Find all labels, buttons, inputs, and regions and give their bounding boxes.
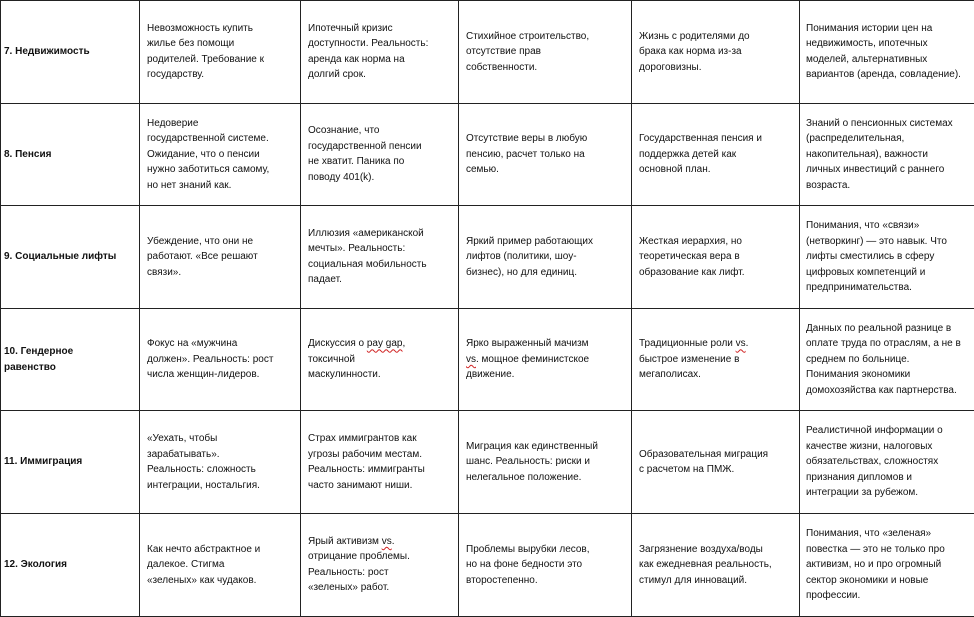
table-cell <box>301 308 459 411</box>
table-cell: Знаний о пенсионных системах (распределительная, накопительная), важности личных инвестиций с раннего возраста. <box>800 103 974 206</box>
text-fragment: Ярый активизм <box>308 536 382 547</box>
row-topic-pension: 8. Пенсия <box>1 103 140 206</box>
spelling-error-mark: vs <box>382 536 392 547</box>
text-fragment: Традиционные роли <box>639 338 736 349</box>
table-cell: Данных по реальной разнице в оплате труда по отраслям, а не в среднем по больнице. Понимания экономики домохозяйства как партнерства. <box>800 308 974 411</box>
table-cell: Понимания, что «зеленая» повестка — это не только про активизм, но и про огромный сектор экономики и новые профессии. <box>800 513 974 616</box>
table-cell: Загрязнение воздуха/воды как ежедневная реальность, стимул для инноваций. <box>632 513 800 616</box>
table-row <box>1 411 974 514</box>
table-cell: Проблемы вырубки лесов, но на фоне бедности это второстепенно. <box>459 513 632 616</box>
table-cell: Недоверие государственной системе. Ожидание, что о пенсии нужно заботиться самому, но нет знаний как. <box>140 103 301 206</box>
table-row <box>1 103 974 206</box>
row-topic-immigration: 11. Иммиграция <box>1 411 140 514</box>
table-row <box>1 206 974 309</box>
row-topic-ecology: 12. Экология <box>1 513 140 616</box>
table-cell: Убеждение, что они не работают. «Все решают связи». <box>140 206 301 309</box>
table-cell: Стихийное строительство, отсутствие прав собственности. <box>459 1 632 104</box>
spelling-error-mark: vs <box>736 338 746 349</box>
table-cell: Отсутствие веры в любую пенсию, расчет только на семью. <box>459 103 632 206</box>
table-cell: Яркий пример работающих лифтов (политики, шоу- бизнес), но для единиц. <box>459 206 632 309</box>
table-cell <box>632 308 800 411</box>
spelling-error-mark: pay gap <box>367 338 403 349</box>
table-cell: Фокус на «мужчина должен». Реальность: рост числа женщин-лидеров. <box>140 308 301 411</box>
table-cell: Жесткая иерархия, но теоретическая вера в образование как лифт. <box>632 206 800 309</box>
table-cell: Как нечто абстрактное и далекое. Стигма «зеленых» как чудаков. <box>140 513 301 616</box>
table-cell: Осознание, что государственной пенсии не хватит. Паника по поводу 401(k). <box>301 103 459 206</box>
table-cell: Ипотечный кризис доступности. Реальность: аренда как норма на долгий срок. <box>301 1 459 104</box>
table-cell: Невозможность купить жилье без помощи родителей. Требование к государству. <box>140 1 301 104</box>
table-cell: Государственная пенсия и поддержка детей как основной план. <box>632 103 800 206</box>
row-topic-social-lifts: 9. Социальные лифты <box>1 206 140 309</box>
table-cell: Страх иммигрантов как угрозы рабочим местам. Реальность: иммигранты часто занимают ниши. <box>301 411 459 514</box>
table-cell: Реалистичной информации о качестве жизни, налоговых обязательствах, сложностях признания дипломов и интеграции за рубежом. <box>800 411 974 514</box>
table-cell <box>459 308 632 411</box>
text-fragment: . мощное феминистское движение. <box>466 354 589 381</box>
text-fragment: Дискуссия о <box>308 338 367 349</box>
table-cell: Миграция как единственный шанс. Реальность: риски и нелегальное положение. <box>459 411 632 514</box>
table-row <box>1 308 974 411</box>
table-row <box>1 513 974 616</box>
row-topic-gender-equality: 10. Гендерное равенство <box>1 308 140 411</box>
text-fragment: . быстрое изменение в мегаполисах. <box>639 338 748 380</box>
table-cell: Жизнь с родителями до брака как норма из-за дороговизны. <box>632 1 800 104</box>
table-cell: «Уехать, чтобы зарабатывать». Реальность: сложность интеграции, ностальгия. <box>140 411 301 514</box>
table-row <box>1 1 974 104</box>
table-cell: Понимания, что «связи» (нетворкинг) — это навык. Что лифты сместились в сферу цифровых компетенций и предпринимательства. <box>800 206 974 309</box>
spelling-error-mark: vs <box>466 354 476 365</box>
table-cell: Понимания истории цен на недвижимость, ипотечных моделей, альтернативных вариантов (аренда, совладение). <box>800 1 974 104</box>
text-fragment: , токсичной маскулинности. <box>308 338 405 380</box>
row-topic-realestate: 7. Недвижимость <box>1 1 140 104</box>
text-fragment: Ярко выраженный мачизм <box>466 338 589 349</box>
table-cell <box>301 513 459 616</box>
table-cell: Образовательная миграция с расчетом на ПМЖ. <box>632 411 800 514</box>
text-fragment: . отрицание проблемы. Реальность: рост «зеленых» работ. <box>308 536 410 594</box>
table-cell: Иллюзия «американской мечты». Реальность: социальная мобильность падает. <box>301 206 459 309</box>
